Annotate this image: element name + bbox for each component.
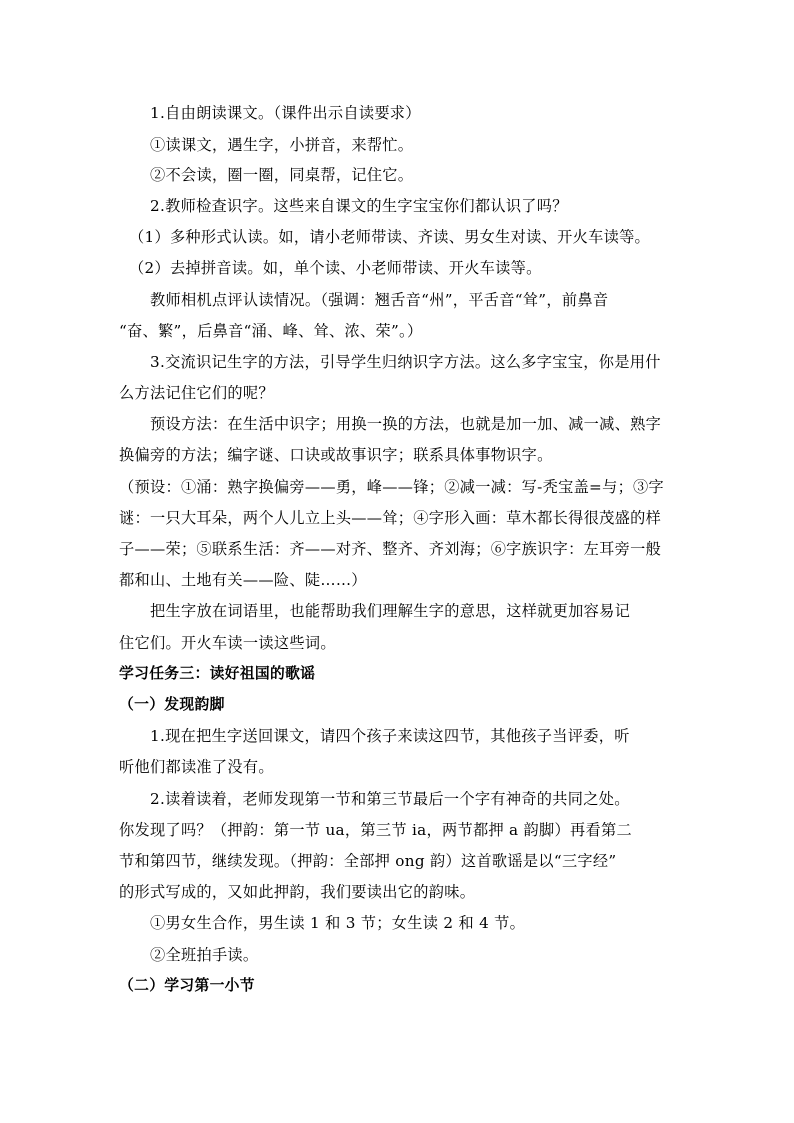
text-line: 的形式写成的，又如此押韵，我们要读出它的韵味。: [119, 883, 476, 901]
text-line: ②全班拍手读。: [150, 946, 259, 964]
section-heading: 学习任务三：读好祖国的歌谣: [119, 665, 316, 682]
text-line: 教师相机点评认读情况。（强调：翘舌音“州”，平舌音“耸”，前鼻音: [150, 291, 609, 309]
text-line: 把生字放在词语里，也能帮助我们理解生字的意思，这样就更加容易记: [150, 602, 631, 620]
text-line: （1）多种形式认读。如，请小老师带读、齐读、男女生对读、开火车读等。: [129, 228, 651, 246]
text-line: 谜：一只大耳朵，两个人儿立上头——耸；④字形入画：草木都长得很茂盛的样: [119, 509, 662, 527]
text-line: 2.读着读着，老师发现第一节和第三节最后一个字有神奇的共同之处。: [150, 790, 630, 808]
text-line: 子——荣；⑤联系生活：齐——对齐、整齐、齐刘海；⑥字族识字：左耳旁一般: [119, 540, 662, 558]
text-line: 3.交流识记生字的方法，引导学生归纳识字方法。这么多字宝宝，你是用什: [150, 353, 661, 371]
text-line: 么方法记住它们的呢？: [119, 384, 274, 402]
text-line: （2）去掉拼音读。如，单个读、小老师带读、开火车读等。: [129, 259, 542, 277]
text-line: 你发现了吗？（押韵：第一节 ua，第三节 ia，两节都押 a 韵脚）再看第二: [119, 821, 632, 839]
text-line: 住它们。开火车读一读这些词。: [119, 634, 336, 652]
text-line: 节和第四节，继续发现。（押韵：全部押 ong 韵）这首歌谣是以“三字经”: [119, 852, 617, 870]
text-line: ①男女生合作，男生读 1 和 3 节；女生读 2 和 4 节。: [150, 914, 526, 932]
text-line: 听他们都读准了没有。: [119, 758, 274, 776]
text-line: 预设方法：在生活中识字；用换一换的方法，也就是加一加、减一减、熟字: [150, 415, 662, 433]
subsection-heading: （一）发现韵脚: [119, 696, 225, 713]
text-line: 1.现在把生字送回课文，请四个孩子来读这四节，其他孩子当评委，听: [150, 727, 630, 745]
text-line: 2.教师检查识字。这些来自课文的生字宝宝你们都认识了吗？: [150, 197, 568, 215]
text-line: 换偏旁的方法；编字谜、口诀或故事识字；联系具体事物识字。: [119, 446, 553, 464]
text-line: （预设：①涌：熟字换偏旁——勇，峰——锋；②减一减：写-秃宝盖=与；③字: [119, 478, 665, 496]
text-line: 都和山、土地有关——险、陡……）: [119, 571, 367, 589]
text-line: “奋、繁”，后鼻音“涌、峰、耸、浓、荣”。）: [119, 322, 423, 340]
text-line: ①读课文，遇生字，小拼音，来帮忙。: [150, 136, 414, 154]
subsection-heading: （二）学习第一小节: [119, 977, 255, 994]
text-line: 1.自由朗读课文。（课件出示自读要求）: [150, 104, 421, 122]
text-line: ②不会读，圈一圈，同桌帮，记住它。: [150, 166, 414, 184]
